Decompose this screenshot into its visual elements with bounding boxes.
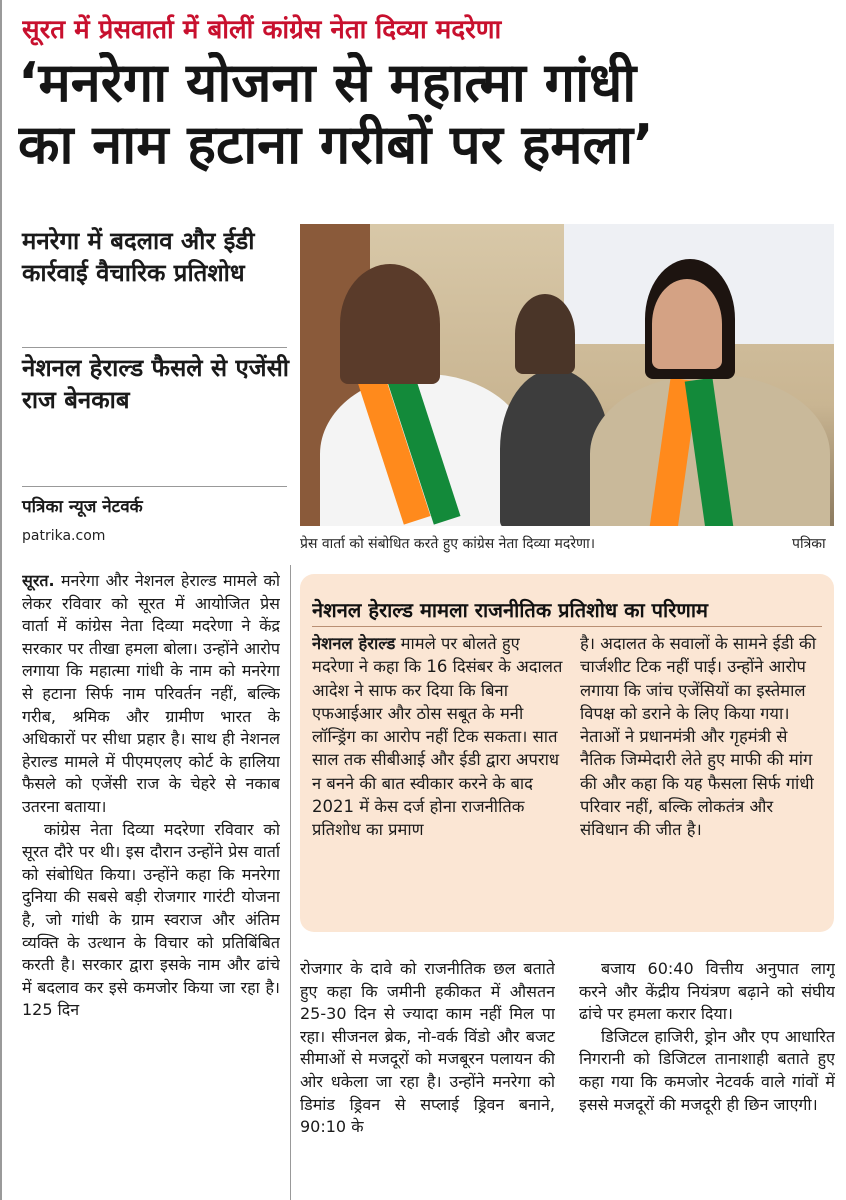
sidebar-lead: नेशनल हेराल्ड xyxy=(312,634,396,653)
column-rule-1 xyxy=(290,565,291,1200)
article-column-3 xyxy=(579,958,835,1198)
headline-line-2: का नाम हटाना गरीबों पर हमला’ xyxy=(18,114,654,176)
byline-divider xyxy=(22,486,287,487)
dateline: सूरत. xyxy=(22,571,55,590)
photo-credit: पत्रिका xyxy=(792,536,826,552)
headline-line-1: ‘मनरेगा योजना से महात्मा गांधी xyxy=(18,52,637,114)
sidebar-title: नेशनल हेराल्ड मामला राजनीतिक प्रतिशोध का परिणाम xyxy=(312,598,708,622)
subhead-divider xyxy=(22,347,287,348)
photo-man-left-head xyxy=(340,264,440,384)
headline xyxy=(18,52,828,176)
press-conference-photo xyxy=(300,224,834,526)
article-column-3-paragraph-1: बजाय 60:40 वित्तीय अनुपात लागू करने और केंद्रीय नियंत्रण बढ़ाने को संघीय ढांचे पर हमला करार दिया। xyxy=(579,959,835,1024)
byline: पत्रिका न्यूज नेटवर्क xyxy=(22,497,143,517)
article-column-3-paragraph-2: डिजिटल हाजिरी, ड्रोन और एप आधारित निगरानी को डिजिटल तानाशाही बताते हुए कहा गया कि कमजोर नेटवर्क वाले गांवों में इससे मजदूरों की मजदूरी ही छिन जाएगी। xyxy=(579,1026,835,1114)
sidebar-text-1: मामले पर बोलते हुए मदरेणा ने कहा कि 16 दिसंबर के अदालत आदेश ने साफ कर दिया कि बिना एफआईआर और ठोस सबूत के मनी लॉन्ड्रिंग का आरोप नहीं टिक सकता। सात साल तक सीबीआई और ईडी द्वारा अपराध न बनने की बात स्वीकार करने के बाद 2021 में केस दर्ज होना राजनीतिक प्रतिशोध का प्रमाण xyxy=(312,634,563,840)
photo-man-middle-head xyxy=(515,294,575,374)
photo-caption: प्रेस वार्ता को संबोधित करते हुए कांग्रेस नेता दिव्या मदरेणा। xyxy=(300,536,596,552)
photo-speaker-face xyxy=(652,279,722,369)
article-paragraph-1: मनरेगा और नेशनल हेराल्ड मामले को लेकर रविवार को सूरत में आयोजित प्रेस वार्ता में कांग्रेस नेता दिव्या मदरेणा ने केंद्र सरकार पर तीखा हमला बोला। उन्होंने आरोप लगाया कि महात्मा गांधी के नाम को मनरेगा से हटाना सिर्फ नाम परिवर्तन नहीं, बल्कि गरीब, श्रमिक और ग्रामीण भारत के अधिकारों पर सीधा प्रहार है। साथ ही नेशनल हेराल्ड मामले में पीएमएलए कोर्ट के हालिया फैसले को एजेंसी राज के चेहरे से नकाब उतरना बताया। xyxy=(22,571,280,816)
article-column-2: रोजगार के दावे को राजनीतिक छल बताते हुए कहा कि जमीनी हकीकत में औसतन 25-30 दिन से ज्यादा काम नहीं मिल पा रहा। सीजनल ब्रेक, नो-वर्क विंडो और बजट सीमाओं से मजदूरों को मजबूरन पलायन की ओर धकेला जा रहा है। उन्होंने मनरेगा को डिमांड ड्रिवन से सप्लाई ड्रिवन बनाने, 90:10 के xyxy=(300,959,555,1137)
sidebar-column-2: है। अदालत के सवालों के सामने ईडी की चार्जशीट टिक नहीं पाई। उन्होंने आरोप लगाया कि जांच एजेंसियों का इस्तेमाल विपक्ष को डराने के लिए किया गया। नेताओं ने प्रधानमंत्री और गृहमंत्री से नैतिक जिम्मेदारी लेते हुए माफी की मांग की और कहा कि यह फैसला सिर्फ गांधी परिवार नहीं, बल्कि लोकतंत्र और संविधान की जीत है। xyxy=(580,634,816,840)
sidebar-title-rule xyxy=(312,626,822,627)
subhead-first: मनरेगा में बदलाव और ईडी कार्रवाई वैचारिक प्रतिशोध xyxy=(22,227,255,287)
article-column-1 xyxy=(22,570,280,1200)
subhead-second: नेशनल हेराल्ड फैसले से एजेंसी राज बेनकाब xyxy=(22,354,290,414)
article-paragraph-2: कांग्रेस नेता दिव्या मदरेणा रविवार को सूरत दौरे पर थी। इस दौरान उन्होंने प्रेस वार्ता को संबोधित किया। उन्होंने कहा कि मनरेगा दुनिया की सबसे बड़ी रोजगार गारंटी योजना है, जो गांधी के ग्राम स्वराज और अंतिम व्यक्ति के उत्थान के विचार को प्रतिबिंबित करती है। सरकार द्वारा इसके नाम और ढांचे में बदलाव कर इसे कमजोर किया जा रहा है। 125 दिन xyxy=(22,819,280,1020)
site-url: patrika.com xyxy=(22,528,106,544)
kicker: सूरत में प्रेसवार्ता में बोलीं कांग्रेस नेता दिव्या मदरेणा xyxy=(22,15,502,45)
sidebar-column-1 xyxy=(312,632,564,927)
